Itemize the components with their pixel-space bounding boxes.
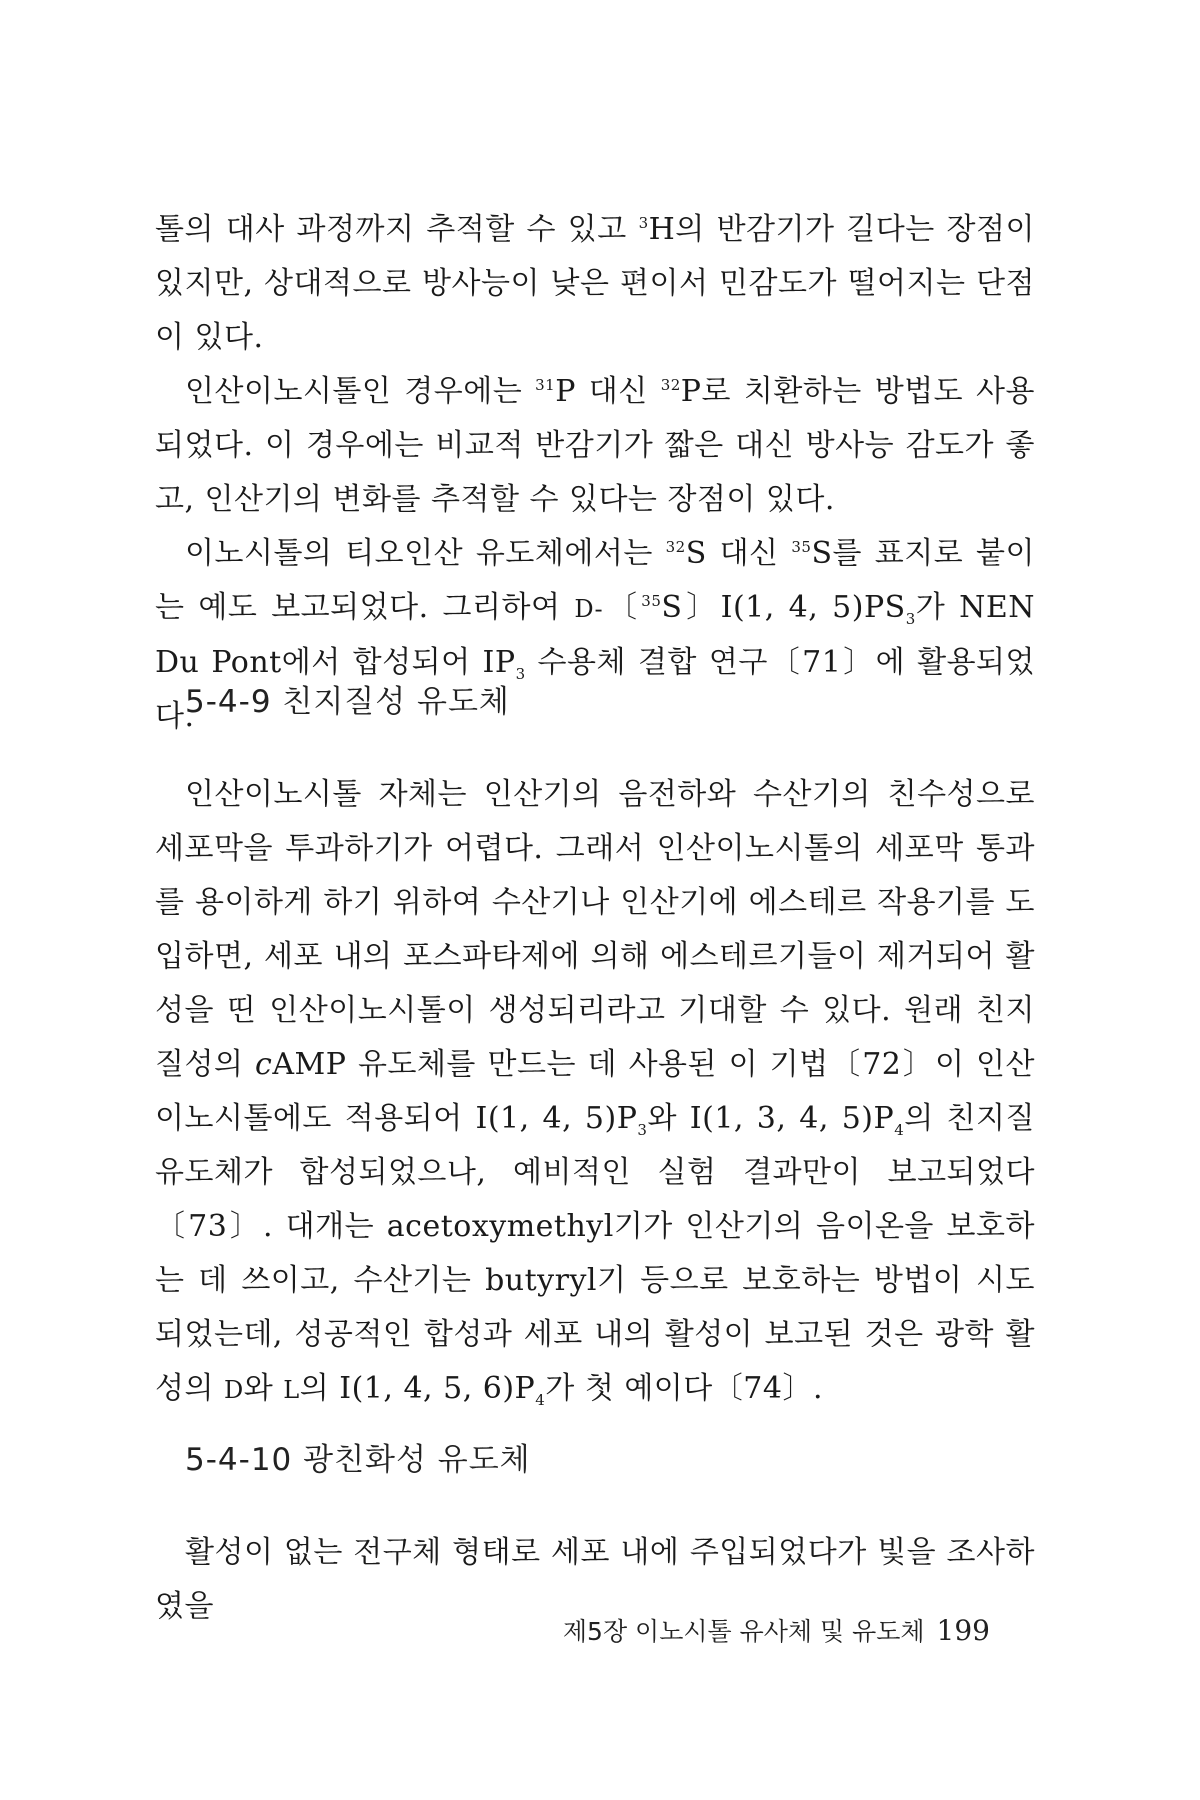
subscript: 3: [637, 1121, 648, 1139]
text-run: 수용체 결합 연구〔71〕에 활용되었다.: [155, 645, 1036, 734]
text-run: L: [283, 1376, 300, 1404]
section-heading-lipophilic: 5-4-9 친지질성 유도체: [185, 684, 510, 720]
text-run: H의 반감기가 길다는 장점이 있지만, 상대적으로 방사능이 낮은 편이서 민감도가 떨어지는 단점이 있다.: [155, 212, 1035, 355]
text-run: 의 I(1, 4, 5, 6)P: [299, 1371, 536, 1406]
subscript: 4: [894, 1121, 905, 1139]
subscript: 3: [905, 610, 916, 628]
text-run: D-: [574, 595, 604, 623]
section-heading-photoaffinity: 5-4-10 광친화성 유도체: [185, 1442, 531, 1478]
running-footer: [563, 1612, 990, 1648]
text-run: 이노시톨의 티오인산 유도체에서는: [185, 536, 666, 571]
text-run: P로 치환하는 방법도 사용되었다. 이 경우에는 비교적 반감기가 짧은 대신 방사능 감도가 좋고, 인산기의 변화를 추적할 수 있다는 장점이 있다.: [155, 374, 1036, 517]
superscript: 3: [638, 214, 649, 232]
text-run: 의 친지질 유도체가 합성되었으나, 예비적인 실험 결과만이 보고되었다〔73〕. 대개는 acetoxymethyl기가 인산기의 음이온을 보호하는 데 쓰이고, 수산기는 butyryl기 등으로 보호하는 방법이 시도되었는데, 성공적인 합성과 세포 내의 활성이 보고된 것은 광학 활성의: [155, 1101, 1035, 1406]
text-run: S〕I(1, 4, 5)PS: [661, 590, 906, 625]
text-run: D: [224, 1376, 244, 1404]
text-run: 톨의 대사 과정까지 추적할 수 있고: [155, 212, 639, 247]
superscript: 31: [535, 376, 556, 394]
paragraph-phosphorus: [155, 365, 1035, 527]
text-run: S를 표지로 붙이는 예도 보고되었다. 그리하여: [155, 536, 1035, 625]
superscript: 32: [665, 538, 686, 556]
superscript: 35: [641, 592, 662, 610]
text-run: AMP 유도체를 만드는 데 사용된 이 기법〔72〕이 인산이노시톨에도 적용되어 I(1, 4, 5)P: [155, 1047, 1035, 1136]
text-run: 인산이노시톨 자체는 인산기의 음전하와 수산기의 친수성으로 세포막을 투과하기가 어렵다. 그래서 인산이노시톨의 세포막 통과를 용이하게 하기 위하여 수산기나 인산기에 에스테르 작용기를 도입하면, 세포 내의 포스파타제에 의해 에스테르기들이 제거되어 활성을 띤 인산이노시톨이 생성되리라고 기대할 수 있다. 원래 친지질성의: [155, 777, 1035, 1082]
text-block-top: [155, 203, 1035, 744]
text-run: 와: [243, 1371, 284, 1406]
text-run: 〔: [603, 590, 642, 625]
text-run: 가 첫 예이다〔74〕.: [545, 1371, 823, 1406]
text-run: 가 NEN Du Pont에서 합성되어 IP: [155, 590, 1036, 680]
subscript: 4: [535, 1391, 546, 1409]
paragraph-photoaffinity: 활성이 없는 전구체 형태로 세포 내에 주입되었다가 빛을 조사하였을: [155, 1535, 1035, 1624]
subscript: 3: [515, 665, 526, 683]
paragraph-lipophilic: [155, 768, 1035, 1417]
paragraph-tritium: [155, 203, 1035, 365]
text-run: 와 I(1, 3, 4, 5)P: [647, 1101, 895, 1136]
superscript: 35: [791, 538, 812, 556]
text-block-middle: [155, 768, 1035, 1417]
text-run-italic: c: [255, 1047, 273, 1082]
text-run: 인산이노시톨인 경우에는: [185, 374, 536, 409]
text-run: S 대신: [685, 536, 792, 571]
chapter-title: 제5장 이노시톨 유사체 및 유도체: [562, 1617, 925, 1646]
text-run: P 대신: [555, 374, 661, 409]
superscript: 32: [660, 376, 681, 394]
page-number: 199: [936, 1614, 990, 1647]
